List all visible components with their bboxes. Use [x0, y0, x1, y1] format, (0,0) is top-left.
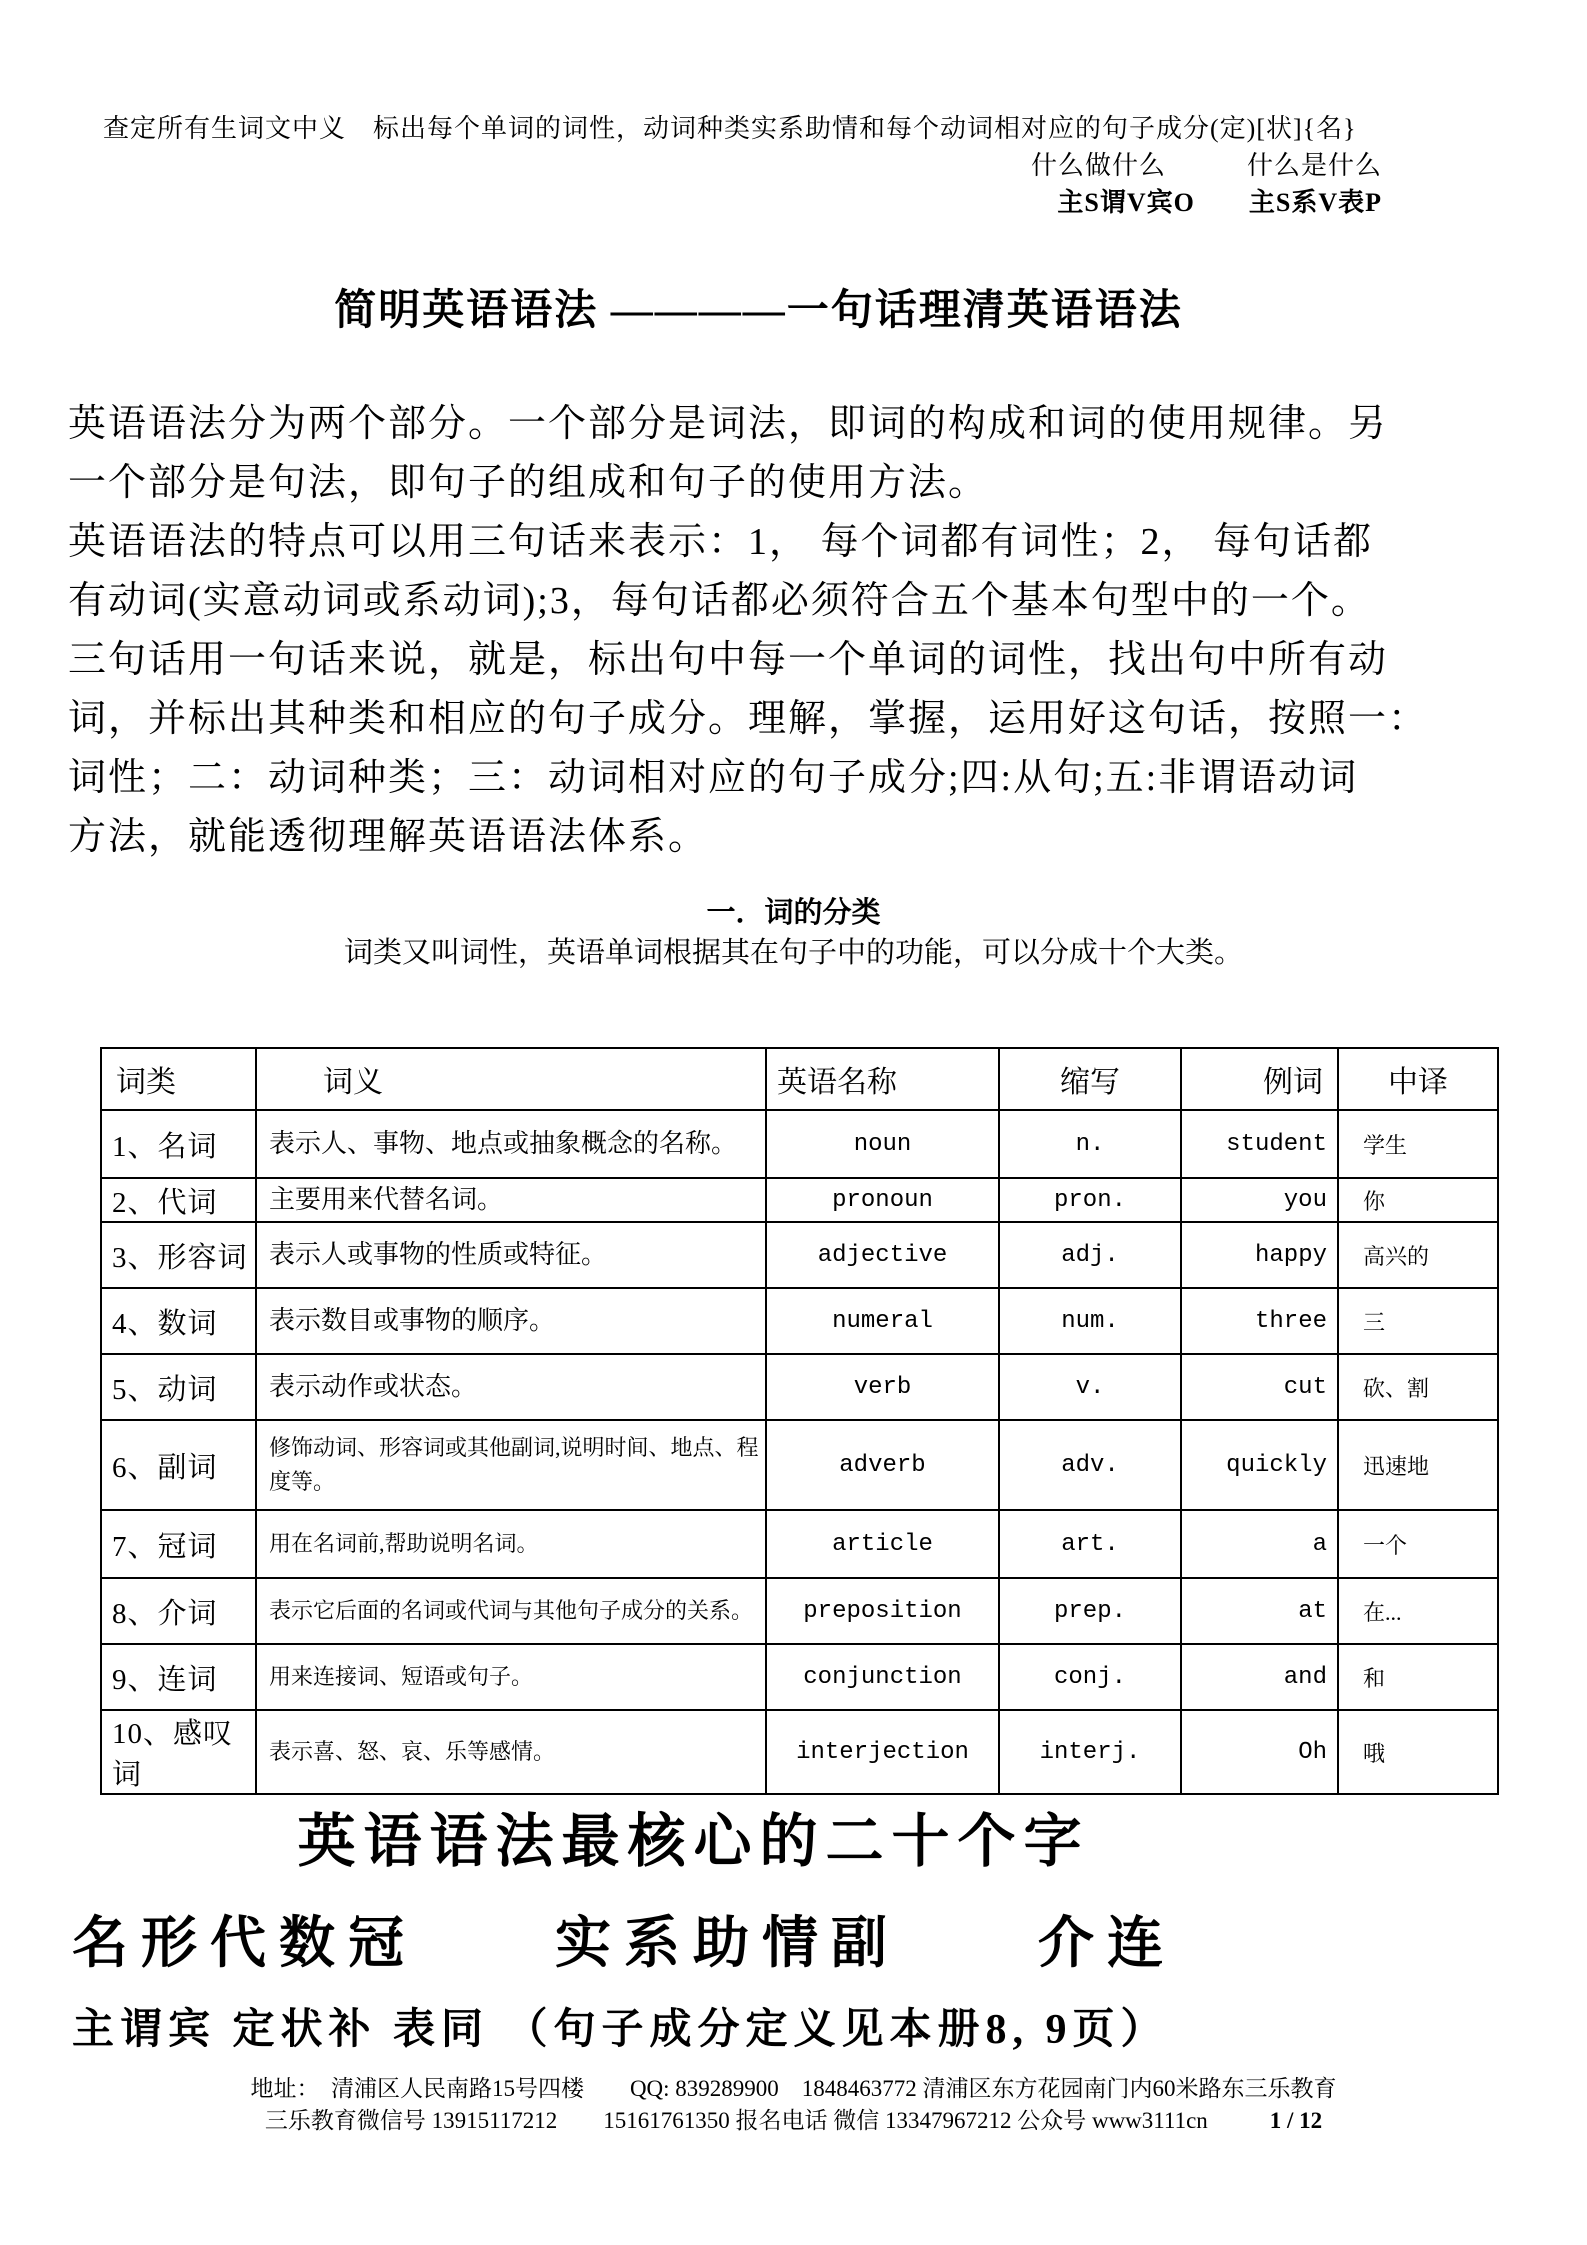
example-cell: student [1181, 1110, 1338, 1178]
core-words-line: 名形代数冠 实系助情副 介连 [72, 1913, 1176, 1975]
word-class-cell: 9、连词 [101, 1644, 256, 1710]
english-name-cell: numeral [766, 1288, 999, 1354]
core-components-line: 主谓宾 定状补 表同 （句子成分定义见本册8, 9页） [72, 2007, 1169, 2053]
word-class-cell: 2、代词 [101, 1178, 256, 1222]
translation-cell: 高兴的 [1338, 1222, 1498, 1288]
word-class-cell: 4、数词 [101, 1288, 256, 1354]
english-name-cell: conjunction [766, 1644, 999, 1710]
english-name-cell: noun [766, 1110, 999, 1178]
page-number: 1 / 12 [1269, 2108, 1323, 2133]
word-class-cell: 1、名词 [101, 1110, 256, 1178]
page-title: 简明英语语法 ————一句话理清英语语法 [334, 288, 1183, 334]
table-header-row [101, 1048, 1498, 1110]
top-annotation-block [0, 0, 1587, 221]
example-cell: and [1181, 1644, 1338, 1710]
annotation-line-2: 什么做什么 什么是什么 [1030, 151, 1382, 180]
english-name-cell: interjection [766, 1710, 999, 1794]
section-heading: 一．词的分类 [706, 897, 881, 929]
header-abbreviation: 缩写 [999, 1048, 1181, 1110]
translation-cell: 一个 [1338, 1510, 1498, 1578]
english-name-cell: article [766, 1510, 999, 1578]
abbreviation-cell: pron. [999, 1178, 1181, 1222]
header-example: 例词 [1181, 1048, 1338, 1110]
header-meaning: 词义 [256, 1048, 766, 1110]
example-cell: quickly [1181, 1420, 1338, 1510]
translation-cell: 和 [1338, 1644, 1498, 1710]
translation-cell: 三 [1338, 1288, 1498, 1354]
word-class-cell: 7、冠词 [101, 1510, 256, 1578]
example-cell: a [1181, 1510, 1338, 1578]
example-cell: happy [1181, 1222, 1338, 1288]
translation-cell: 砍、割 [1338, 1354, 1498, 1420]
header-translation: 中译 [1338, 1048, 1498, 1110]
meaning-cell: 表示数目或事物的顺序。 [256, 1288, 766, 1354]
intro-line: 词性；二：动词种类；三：动词相对应的句子成分;四:从句;五:非谓语动词 [68, 757, 1359, 799]
english-name-cell: adverb [766, 1420, 999, 1510]
table-row [101, 1110, 1498, 1178]
meaning-cell: 表示人、事物、地点或抽象概念的名称。 [256, 1110, 766, 1178]
translation-cell: 迅速地 [1338, 1420, 1498, 1510]
intro-line: 英语语法的特点可以用三句话来表示：1， 每个词都有词性；2， 每句话都 [68, 521, 1374, 563]
footer-contact-line [0, 2105, 1587, 2137]
translation-cell: 学生 [1338, 1110, 1498, 1178]
header-word-class: 词类 [101, 1048, 256, 1110]
example-cell: at [1181, 1578, 1338, 1644]
footer-contact-text: 三乐教育微信号 13915117212 15161761350 报名电话 微信 13347967212 公众号 www3111cn [264, 2108, 1208, 2133]
annotation-line-1: 查定所有生词文中义 标出每个单词的词性，动词种类实系助情和每个动词相对应的句子成分(定)[状]{名} [103, 114, 1357, 143]
word-class-cell: 5、动词 [101, 1354, 256, 1420]
example-cell: Oh [1181, 1710, 1338, 1794]
table-row [101, 1222, 1498, 1288]
abbreviation-cell: adv. [999, 1420, 1181, 1510]
word-classification-table [100, 1047, 1499, 1795]
intro-line: 有动词(实意动词或系动词);3，每句话都必须符合五个基本句型中的一个。 [68, 580, 1371, 622]
table-row [101, 1710, 1498, 1794]
table-row [101, 1288, 1498, 1354]
abbreviation-cell: v. [999, 1354, 1181, 1420]
example-cell: cut [1181, 1354, 1338, 1420]
annotation-line-3: 主S谓V宾O 主S系V表P [1057, 188, 1382, 217]
abbreviation-cell: num. [999, 1288, 1181, 1354]
word-class-cell: 10、感叹词 [101, 1710, 256, 1794]
translation-cell: 在... [1338, 1578, 1498, 1644]
core-heading: 英语语法最核心的二十个字 [297, 1809, 1090, 1874]
table-row [101, 1420, 1498, 1510]
english-name-cell: preposition [766, 1578, 999, 1644]
word-class-cell: 6、副词 [101, 1420, 256, 1510]
meaning-cell: 表示它后面的名词或代词与其他句子成分的关系。 [256, 1578, 766, 1644]
abbreviation-cell: interj. [999, 1710, 1181, 1794]
intro-line: 词，并标出其种类和相应的句子成分。理解，掌握，运用好这句话，按照一： [68, 698, 1429, 740]
meaning-cell: 表示人或事物的性质或特征。 [256, 1222, 766, 1288]
translation-cell: 你 [1338, 1178, 1498, 1222]
meaning-cell: 用在名词前,帮助说明名词。 [256, 1510, 766, 1578]
abbreviation-cell: n. [999, 1110, 1181, 1178]
meaning-cell: 修饰动词、形容词或其他副词,说明时间、地点、程度等。 [256, 1420, 766, 1510]
abbreviation-cell: conj. [999, 1644, 1181, 1710]
translation-cell: 哦 [1338, 1710, 1498, 1794]
word-class-cell: 3、形容词 [101, 1222, 256, 1288]
intro-line: 三句话用一句话来说，就是，标出句中每一个单词的词性，找出句中所有动 [68, 639, 1389, 681]
english-name-cell: adjective [766, 1222, 999, 1288]
meaning-cell: 用来连接词、短语或句子。 [256, 1644, 766, 1710]
intro-line: 一个部分是句法，即句子的组成和句子的使用方法。 [68, 462, 989, 504]
abbreviation-cell: prep. [999, 1578, 1181, 1644]
intro-line: 方法，就能透彻理解英语语法体系。 [68, 816, 709, 858]
abbreviation-cell: art. [999, 1510, 1181, 1578]
header-english-name: 英语名称 [766, 1048, 999, 1110]
meaning-cell: 表示动作或状态。 [256, 1354, 766, 1420]
table-row [101, 1178, 1498, 1222]
example-cell: you [1181, 1178, 1338, 1222]
table-row [101, 1510, 1498, 1578]
page-footer [0, 2073, 1587, 2137]
table-row [101, 1578, 1498, 1644]
table-row [101, 1354, 1498, 1420]
section-subtitle: 词类又叫词性，英语单词根据其在句子中的功能，可以分成十个大类。 [343, 937, 1243, 969]
meaning-cell: 主要用来代替名词。 [256, 1178, 766, 1222]
table-row [101, 1644, 1498, 1710]
abbreviation-cell: adj. [999, 1222, 1181, 1288]
footer-address-line: 地址： 清浦区人民南路15号四楼 QQ: 839289900 1848463772 清浦区东方花园南门内60米路东三乐教育 [250, 2076, 1337, 2101]
meaning-cell: 表示喜、怒、哀、乐等感情。 [256, 1710, 766, 1794]
english-name-cell: pronoun [766, 1178, 999, 1222]
intro-paragraphs [0, 395, 1587, 867]
example-cell: three [1181, 1288, 1338, 1354]
intro-line: 英语语法分为两个部分。一个部分是词法，即词的构成和词的使用规律。另 [68, 403, 1389, 445]
word-class-cell: 8、介词 [101, 1578, 256, 1644]
english-name-cell: verb [766, 1354, 999, 1420]
